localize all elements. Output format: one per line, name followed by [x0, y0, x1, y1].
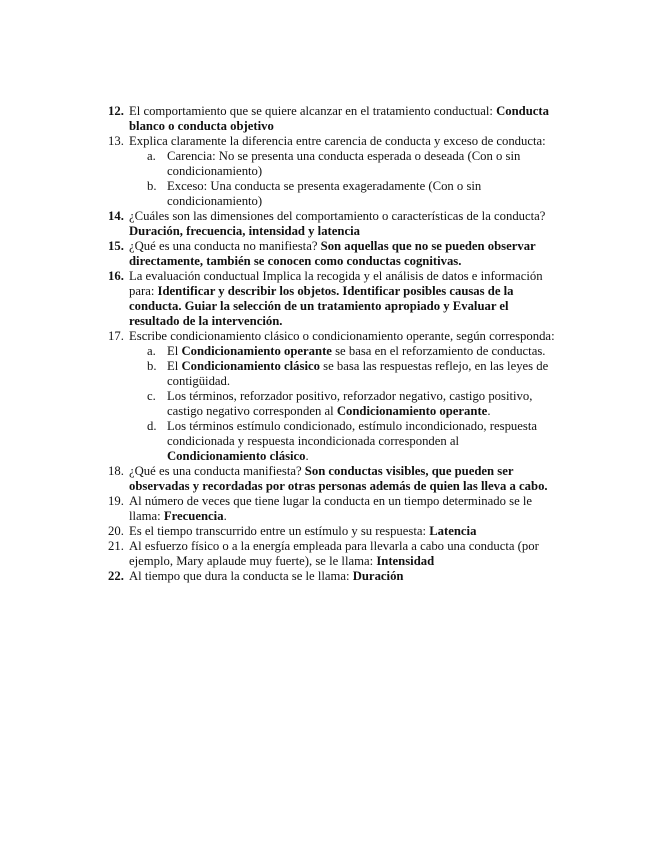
- sub-item-letter: d.: [147, 419, 157, 433]
- bold-answer-text: Conducta blanco o conducta objetivo: [129, 104, 549, 133]
- sub-item: [108, 419, 560, 464]
- question-item: [108, 494, 560, 524]
- question-item: [108, 524, 560, 539]
- text-segment: Los términos estímulo condicionado, estímulo incondicionado, respuesta condicionada y respuesta incondicionada corresponden al: [167, 419, 537, 448]
- question-item: [108, 464, 560, 494]
- question-item: [108, 239, 560, 269]
- text-segment: Al tiempo que dura la conducta se le llama:: [129, 569, 353, 583]
- question-list: [108, 104, 560, 584]
- sub-item: [108, 344, 560, 359]
- bold-answer-text: Condicionamiento operante: [336, 404, 488, 418]
- text-segment: se basa las respuestas reflejo, en las leyes de contigüidad.: [167, 359, 549, 388]
- question-item: [108, 539, 560, 569]
- question-item: [108, 209, 560, 239]
- question-item: [108, 269, 560, 329]
- question-item: [108, 329, 560, 344]
- sub-item-letter: c.: [147, 389, 156, 403]
- bold-answer-text: Duración, frecuencia, intensidad y latencia: [129, 224, 360, 238]
- bold-answer-text: Latencia: [429, 524, 477, 538]
- question-number: 12.: [108, 104, 124, 118]
- question-number: 20.: [108, 524, 124, 538]
- question-item: [108, 134, 560, 149]
- bold-answer-text: Condicionamiento clásico: [181, 359, 320, 373]
- text-segment: .: [487, 404, 491, 418]
- bold-answer-text: Condicionamiento clásico: [167, 449, 306, 463]
- text-segment: .: [305, 449, 309, 463]
- text-segment: Es el tiempo transcurrido entre un estímulo y su respuesta:: [129, 524, 430, 538]
- question-number: 17.: [108, 329, 124, 343]
- text-segment: El comportamiento que se quiere alcanzar en el tratamiento conductual:: [129, 104, 497, 118]
- text-segment: Exceso: Una conducta se presenta exageradamente (Con o sin condicionamiento): [167, 179, 482, 208]
- question-number: 21.: [108, 539, 124, 553]
- bold-answer-text: Son conductas visibles, que pueden ser observadas y recordadas por otras personas además de quien las lleva a cabo.: [129, 464, 548, 493]
- sub-item: [108, 359, 560, 389]
- text-segment: Al esfuerzo físico o a la energía empleada para llevarla a cabo una conducta (por ejemplo, Mary aplaude muy fuerte), se le llama:: [129, 539, 539, 568]
- sub-item: [108, 179, 560, 209]
- bold-answer-text: Intensidad: [376, 554, 435, 568]
- text-segment: El: [167, 344, 182, 358]
- text-segment: Escribe condicionamiento clásico o condicionamiento operante, según corresponda:: [129, 329, 555, 343]
- text-segment: Los términos, reforzador positivo, reforzador negativo, castigo positivo, castigo negativo corresponden al: [167, 389, 533, 418]
- question-number: 18.: [108, 464, 124, 478]
- sub-item-letter: a.: [147, 149, 156, 163]
- text-segment: Explica claramente la diferencia entre carencia de conducta y exceso de conducta:: [129, 134, 546, 148]
- bold-answer-text: Condicionamiento operante: [181, 344, 332, 358]
- question-number: 14.: [108, 209, 124, 223]
- sub-item: [108, 389, 560, 419]
- question-number: 19.: [108, 494, 124, 508]
- text-segment: ¿Qué es una conducta no manifiesta?: [129, 239, 321, 253]
- question-number: 15.: [108, 239, 124, 253]
- bold-answer-text: Identificar y describir los objetos. Identificar posibles causas de la conducta. Guiar la selección de un tratamiento apropiado y Evaluar el resultado de la intervención.: [129, 284, 514, 328]
- text-segment: El: [167, 359, 182, 373]
- text-segment: Carencia: No se presenta una conducta esperada o deseada (Con o sin condicionamiento): [167, 149, 521, 178]
- text-segment: Al número de veces que tiene lugar la conducta en un tiempo determinado se le llama:: [129, 494, 533, 523]
- bold-answer-text: Son aquellas que no se pueden observar directamente, también se conocen como conductas cognitivas.: [129, 239, 536, 268]
- question-item: [108, 569, 560, 584]
- text-segment: La evaluación conductual Implica la recogida y el análisis de datos e información para:: [129, 269, 543, 298]
- text-segment: ¿Qué es una conducta manifiesta?: [129, 464, 305, 478]
- text-segment: ¿Cuáles son las dimensiones del comportamiento o características de la conducta?: [129, 209, 546, 223]
- bold-answer-text: Duración: [352, 569, 404, 583]
- text-segment: .: [223, 509, 227, 523]
- sub-item-letter: b.: [147, 359, 157, 373]
- text-segment: se basa en el reforzamiento de conductas.: [331, 344, 546, 358]
- sub-item-letter: a.: [147, 344, 156, 358]
- sub-item-letter: b.: [147, 179, 157, 193]
- question-item: [108, 104, 560, 134]
- bold-answer-text: Frecuencia: [163, 509, 224, 523]
- question-number: 13.: [108, 134, 124, 148]
- sub-item: [108, 149, 560, 179]
- question-number: 22.: [108, 569, 124, 583]
- question-number: 16.: [108, 269, 124, 283]
